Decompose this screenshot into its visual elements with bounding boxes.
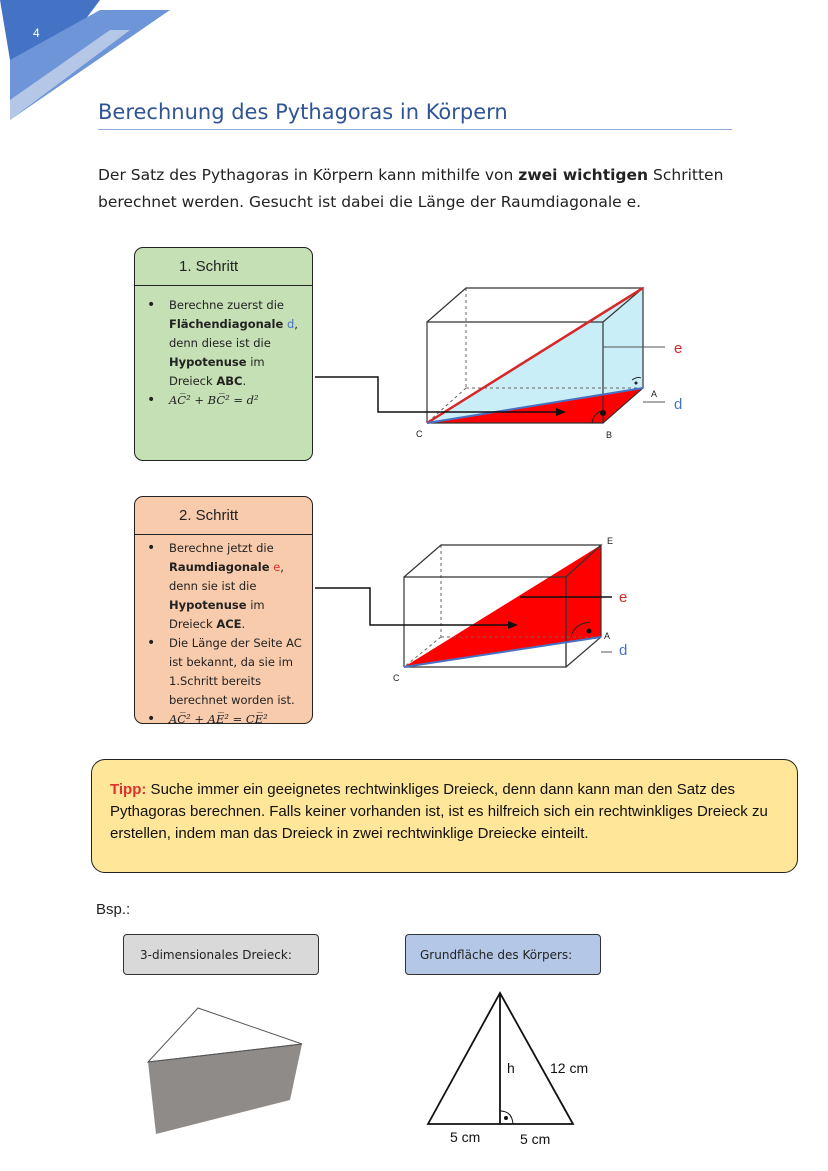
- cuboid-diagram-2: [0, 470, 828, 700]
- page-number: 4: [33, 26, 40, 40]
- step2-bullet-2: • Die Länge der Seite AC ist bekannt, da sie im 1.Schritt bereits berechnet worden ist.: [169, 634, 302, 710]
- step1-formula: AC̅² + BC̅² = d²: [169, 393, 259, 407]
- example-label: Bsp.:: [96, 901, 131, 918]
- text: Berechne zuerst die: [169, 298, 284, 312]
- tip-text: Suche immer ein geeignetes rechtwinkliges Dreieck, denn dann kann man den Satz des Pythagoras berechnen. Falls keiner vorhanden ist, ist es hilfreich sich ein rechtwinkliges Dreieck zu erstellen, indem man das Dreieck in zwei rechtwinklige Dreiecke einteilt.: [110, 781, 768, 842]
- diagram2-label-A: A: [604, 631, 611, 641]
- text: im Dreieck: [169, 355, 265, 388]
- label-base-area: Grundfläche des Körpers:: [405, 934, 601, 975]
- text-bold: Hypotenuse: [169, 355, 247, 369]
- diagram1-label-C: C: [416, 429, 423, 439]
- intro-bold: zwei wichtigen: [518, 166, 649, 184]
- side-length-label: 12 cm: [550, 1060, 589, 1076]
- cuboid-diagram-1: [0, 0, 828, 470]
- height-label: h: [507, 1060, 515, 1076]
- prism-illustration: [140, 1000, 310, 1140]
- text: , denn sie ist die: [169, 560, 284, 593]
- diagram1-label-A: A: [651, 389, 658, 399]
- tip-box: [91, 759, 798, 873]
- text-bold: ABC: [216, 374, 243, 388]
- base-triangle: [420, 985, 610, 1155]
- diagram2-label-C: C: [393, 673, 400, 683]
- step1-heading: 1. Schritt: [135, 248, 312, 286]
- text-bold: Raumdiagonale: [169, 560, 270, 574]
- text: im Dreieck: [169, 598, 265, 631]
- text-bold: Hypotenuse: [169, 598, 247, 612]
- diagram2-label-d: d: [619, 642, 628, 659]
- left-base-label: 5 cm: [450, 1129, 481, 1145]
- diagram1-label-B: B: [606, 430, 613, 440]
- intro-text-1: Der Satz des Pythagoras in Körpern kann mithilfe von: [98, 166, 519, 184]
- diagram1-label-d: d: [674, 396, 683, 413]
- step2-formula: AC̅² + AE̅² = CE̅²: [169, 712, 268, 724]
- text-bold: Flächendiagonale: [169, 317, 284, 331]
- intro-text-2: Schritten berechnet werden. Gesucht ist dabei die Länge der Raumdiagonale e.: [98, 166, 724, 211]
- diagram2-label-e: e: [619, 589, 628, 606]
- text: .: [241, 617, 246, 631]
- diagram2-label-E: E: [607, 536, 614, 546]
- diagram1-label-e: e: [674, 340, 683, 357]
- right-base-label: 5 cm: [520, 1131, 551, 1147]
- text: .: [242, 374, 247, 388]
- text: Berechne jetzt die: [169, 541, 274, 555]
- step2-bullet-3: [169, 710, 302, 724]
- text-bold: ACE: [216, 617, 242, 631]
- label-3d-triangle: 3-dimensionales Dreieck:: [123, 934, 319, 975]
- tip-label: Tipp:: [110, 781, 147, 798]
- page-title: Berechnung des Pythagoras in Körpern: [98, 100, 508, 124]
- step2-heading: 2. Schritt: [135, 497, 312, 535]
- var-d: d: [286, 317, 295, 331]
- text: , denn diese ist die: [169, 317, 298, 350]
- var-e: e: [273, 560, 281, 574]
